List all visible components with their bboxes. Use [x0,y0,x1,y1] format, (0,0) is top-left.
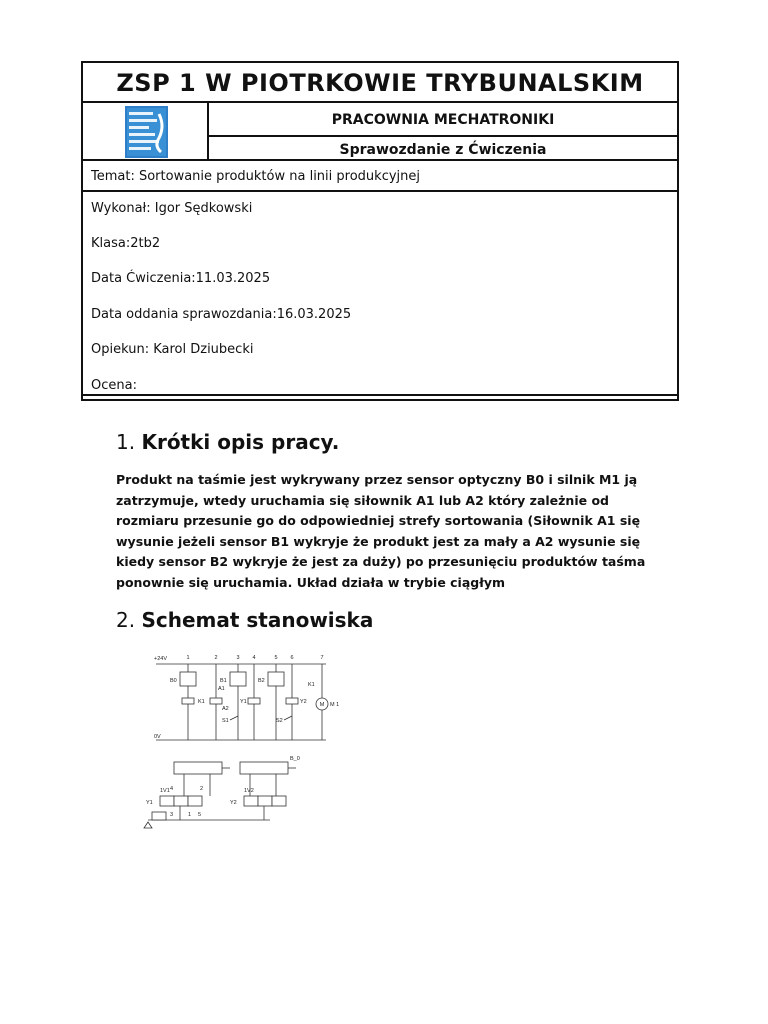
svg-text:1: 1 [186,655,190,661]
section-title: Krótki opis pracy. [141,430,340,454]
divider [83,394,677,396]
description: Produkt na taśmie jest wykrywany przez sensor optyczny B0 i silnik M1 ją zatrzymuje, wtedy uruchamia się siłownik A1 lub A2 który zależnie od rozmiaru przesunie go do odpowiedniej strefy sortowania (Siłownik A1 się wysunie jeżeli sensor B1 wykryje że produkt jest za mały a A2 wysunie się kiedy sensor B2 wykryje że jest za duży) po przesunięciu produktów taśma ponownie się uruchamia. Układ działa w trybie ciągłym [116,472,646,590]
svg-text:5: 5 [198,812,202,818]
section-heading [116,430,339,454]
svg-text:1V2: 1V2 [244,788,254,794]
svg-text:A2: A2 [222,706,229,712]
svg-text:A1: A1 [218,686,225,692]
divider [83,159,677,161]
section-title: Schemat stanowiska [141,608,374,632]
logo-cell [83,103,209,161]
svg-text:6: 6 [290,655,294,661]
svg-text:4: 4 [252,655,256,661]
svg-text:B1: B1 [220,678,227,684]
svg-text:3: 3 [236,655,240,661]
svg-text:B_0: B_0 [290,756,300,762]
school-title: ZSP 1 W PIOTRKOWIE TRYBUNALSKIM [116,69,644,97]
svg-text:B0: B0 [170,678,177,684]
svg-text:B2: B2 [258,678,265,684]
author: Wykonał: Igor Sędkowski [91,201,253,216]
grade: Ocena: [91,378,137,393]
svg-text:5: 5 [274,655,278,661]
svg-text:S1: S1 [222,718,229,724]
svg-text:Y2: Y2 [230,800,237,806]
svg-text:+24V: +24V [154,656,167,662]
svg-text:4: 4 [170,786,174,792]
class: Klasa:2tb2 [91,236,161,251]
svg-text:2: 2 [200,786,204,792]
school-logo [125,106,168,158]
svg-text:S2: S2 [276,718,283,724]
svg-text:1V1: 1V1 [160,788,170,794]
svg-text:M: M [319,702,325,708]
svg-text:1: 1 [188,812,192,818]
station-schematic [140,652,352,834]
submission-date: Data oddania sprawozdania:16.03.2025 [91,307,352,322]
divider [209,135,677,137]
svg-text:K1: K1 [308,682,315,688]
lab-name: PRACOWNIA MECHATRONIKI [331,112,555,128]
svg-text:Y1: Y1 [146,800,153,806]
svg-text:Y2: Y2 [300,699,307,705]
svg-text:0V: 0V [154,734,161,740]
exercise-date: Data Ćwiczenia:11.03.2025 [91,271,271,286]
header-table [81,61,679,401]
svg-text:2: 2 [214,655,218,661]
svg-text:K1: K1 [198,699,205,705]
supervisor: Opiekun: Karol Dziubecki [91,342,254,357]
section-number: 1. [116,430,136,454]
svg-text:Y1: Y1 [240,699,247,705]
svg-text:7: 7 [320,655,324,661]
svg-text:M 1: M 1 [330,702,340,708]
report-title: Sprawozdanie z Ćwiczenia [339,141,547,158]
svg-text:3: 3 [170,812,174,818]
divider [83,190,677,192]
topic: Temat: Sortowanie produktów na linii produkcyjnej [91,168,420,184]
section-number: 2. [116,608,136,632]
section-heading [116,608,373,632]
